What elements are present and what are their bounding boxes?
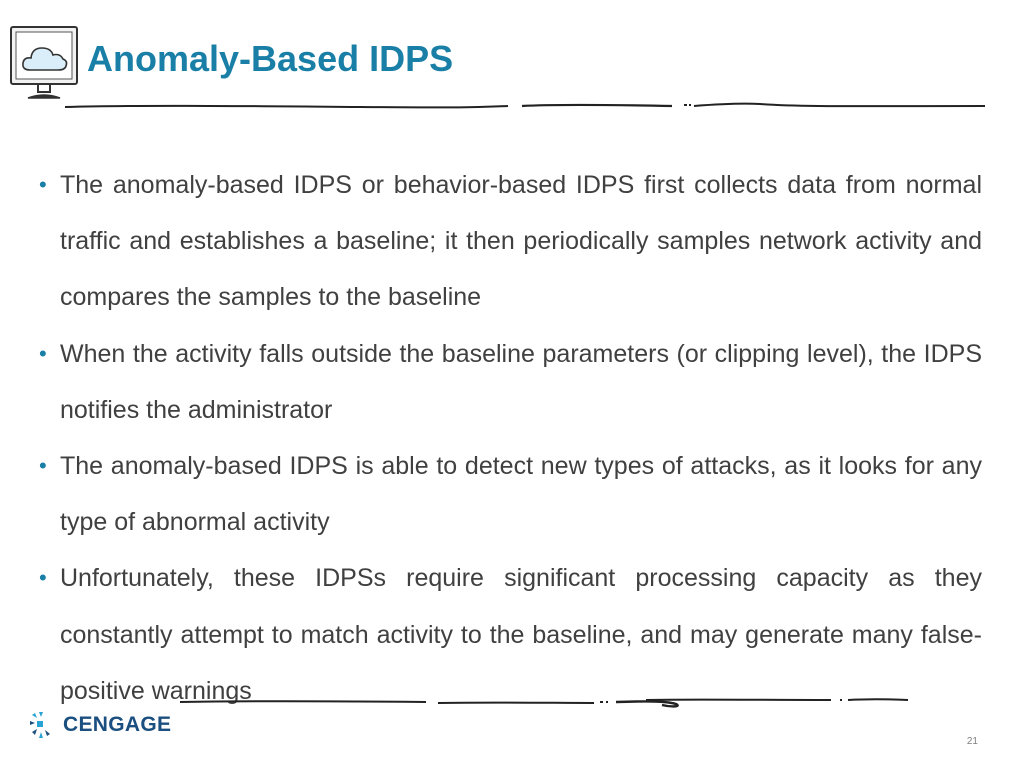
bullet-marker: • [39,565,47,591]
bullet-text: When the activity falls outside the baseline parameters (or clipping level), the IDPS notifies the administrator [60,339,982,424]
page-number: 21 [966,736,978,747]
title-underline [60,98,990,114]
cengage-logo [26,708,176,742]
bullet-list [38,157,982,719]
bullet-text: The anomaly-based IDPS is able to detect new types of attacks, as it looks for any type of abnormal activity [60,452,982,537]
bullet-item [38,326,982,438]
bottom-underline [176,692,912,712]
bullet-marker: • [39,340,47,366]
bullet-marker: • [39,172,47,197]
cengage-mark-icon [26,708,60,742]
bullet-text: Unfortunately, these IDPSs require significant processing capacity as they constantly attempt to match activity to the baseline, and may generate many false-positive warnings [60,564,982,705]
slide-title: Anomaly-Based IDPS [87,38,454,79]
logo-text: CENGAGE [63,713,172,736]
bullet-marker: • [39,453,47,479]
bullet-item [38,157,982,326]
monitor-cloud-icon [8,24,82,102]
bullet-item [38,438,982,550]
bullet-text: The anomaly-based IDPS or behavior-based IDPS first collects data from normal traffic and establishes a baseline; it then periodically samples network activity and compares the samples to the baseline [60,171,982,312]
